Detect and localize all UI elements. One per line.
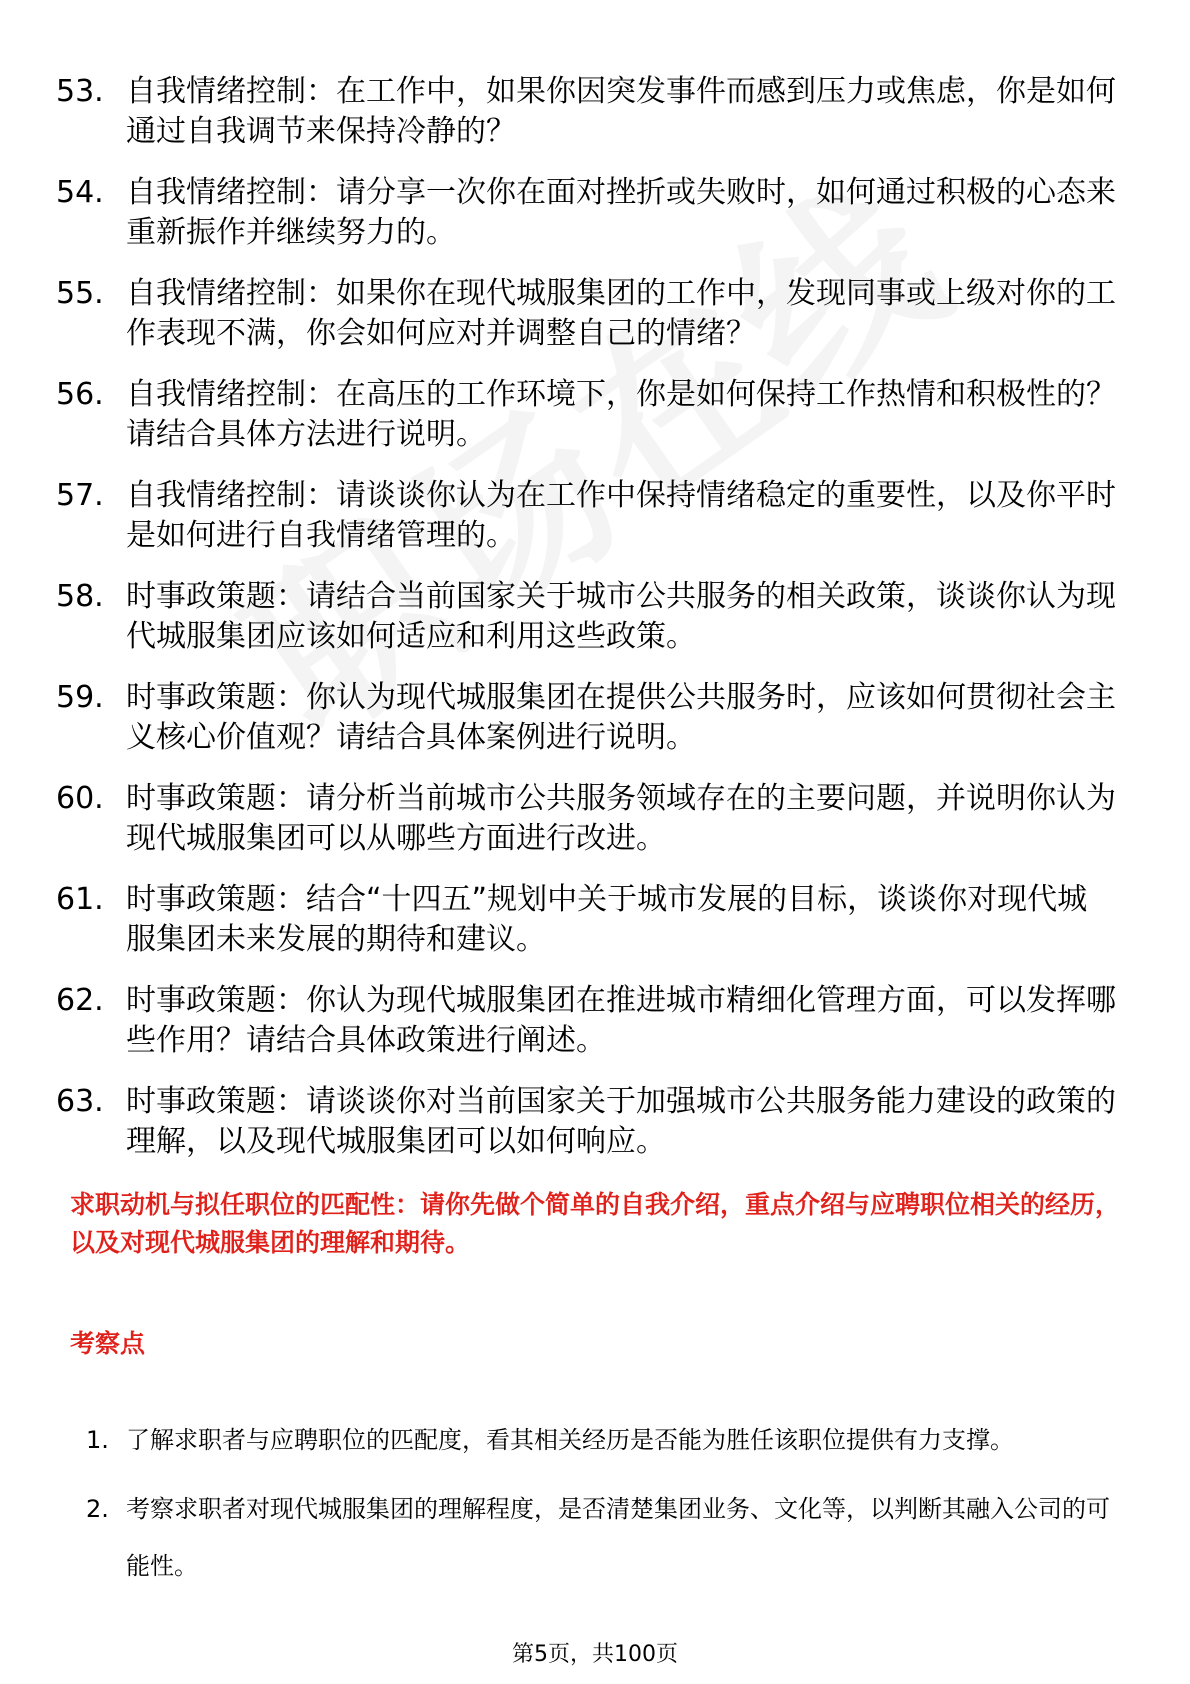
assessment-point bbox=[86, 1481, 1126, 1595]
question-item bbox=[56, 880, 1116, 960]
question-text: 时事政策题：请分析当前城市公共服务领域存在的主要问题，并说明你认为现代城服集团可以从哪些方面进行改进。 bbox=[126, 781, 1116, 856]
question-item bbox=[56, 981, 1116, 1061]
question-item bbox=[56, 1082, 1116, 1162]
assessment-point bbox=[86, 1412, 1126, 1469]
question-text: 时事政策题：请结合当前国家关于城市公共服务的相关政策，谈谈你认为现代城服集团应该如何适应和利用这些政策。 bbox=[126, 579, 1116, 654]
question-item bbox=[56, 779, 1116, 859]
question-item bbox=[56, 577, 1116, 657]
section-heading: 求职动机与拟任职位的匹配性：请你先做个简单的自我介绍，重点介绍与应聘职位相关的经历，以及对现代城服集团的理解和期待。 bbox=[70, 1190, 1121, 1257]
question-text: 时事政策题：你认为现代城服集团在推进城市精细化管理方面，可以发挥哪些作用？请结合具体政策进行阐述。 bbox=[126, 983, 1116, 1058]
question-number: 63. bbox=[56, 1084, 104, 1119]
question-number: 60. bbox=[56, 781, 104, 816]
question-number: 56. bbox=[56, 377, 104, 412]
question-number: 58. bbox=[56, 579, 104, 614]
question-item bbox=[56, 476, 1116, 556]
question-text: 自我情绪控制：请分享一次你在面对挫折或失败时，如何通过积极的心态来重新振作并继续努力的。 bbox=[126, 175, 1116, 250]
question-number: 53. bbox=[56, 74, 104, 109]
question-text: 时事政策题：请谈谈你对当前国家关于加强城市公共服务能力建设的政策的理解，以及现代城服集团可以如何响应。 bbox=[126, 1084, 1116, 1159]
question-number: 61. bbox=[56, 882, 104, 917]
question-number: 62. bbox=[56, 983, 104, 1018]
point-text: 考察求职者对现代城服集团的理解程度，是否清楚集团业务、文化等，以判断其融入公司的可能性。 bbox=[126, 1495, 1110, 1580]
question-text: 时事政策题：结合“十四五”规划中关于城市发展的目标，谈谈你对现代城服集团未来发展的期待和建议。 bbox=[126, 882, 1088, 957]
assessment-points-list bbox=[86, 1412, 1126, 1607]
question-number: 55. bbox=[56, 276, 104, 311]
question-text: 自我情绪控制：在工作中，如果你因突发事件而感到压力或焦虑，你是如何通过自我调节来保持冷静的？ bbox=[126, 74, 1116, 149]
question-item bbox=[56, 173, 1116, 253]
question-text: 时事政策题：你认为现代城服集团在提供公共服务时，应该如何贯彻社会主义核心价值观？请结合具体案例进行说明。 bbox=[126, 680, 1116, 755]
page-footer: 第5页，共100页 bbox=[512, 1642, 678, 1667]
question-item bbox=[56, 274, 1116, 354]
question-number: 59. bbox=[56, 680, 104, 715]
question-item bbox=[56, 678, 1116, 758]
question-list bbox=[56, 72, 1116, 1183]
question-number: 54. bbox=[56, 175, 104, 210]
question-number: 57. bbox=[56, 478, 104, 513]
question-item bbox=[56, 72, 1116, 152]
question-item bbox=[56, 375, 1116, 455]
question-text: 自我情绪控制：在高压的工作环境下，你是如何保持工作热情和积极性的？请结合具体方法进行说明。 bbox=[126, 377, 1116, 452]
point-number: 1. bbox=[86, 1426, 109, 1454]
question-text: 自我情绪控制：请谈谈你认为在工作中保持情绪稳定的重要性，以及你平时是如何进行自我情绪管理的。 bbox=[126, 478, 1116, 553]
question-text: 自我情绪控制：如果你在现代城服集团的工作中，发现同事或上级对你的工作表现不满，你会如何应对并调整自己的情绪？ bbox=[126, 276, 1116, 351]
point-text: 了解求职者与应聘职位的匹配度，看其相关经历是否能为胜任该职位提供有力支撑。 bbox=[126, 1426, 1014, 1454]
point-number: 2. bbox=[86, 1495, 109, 1523]
assessment-points-heading: 考察点 bbox=[70, 1329, 146, 1358]
